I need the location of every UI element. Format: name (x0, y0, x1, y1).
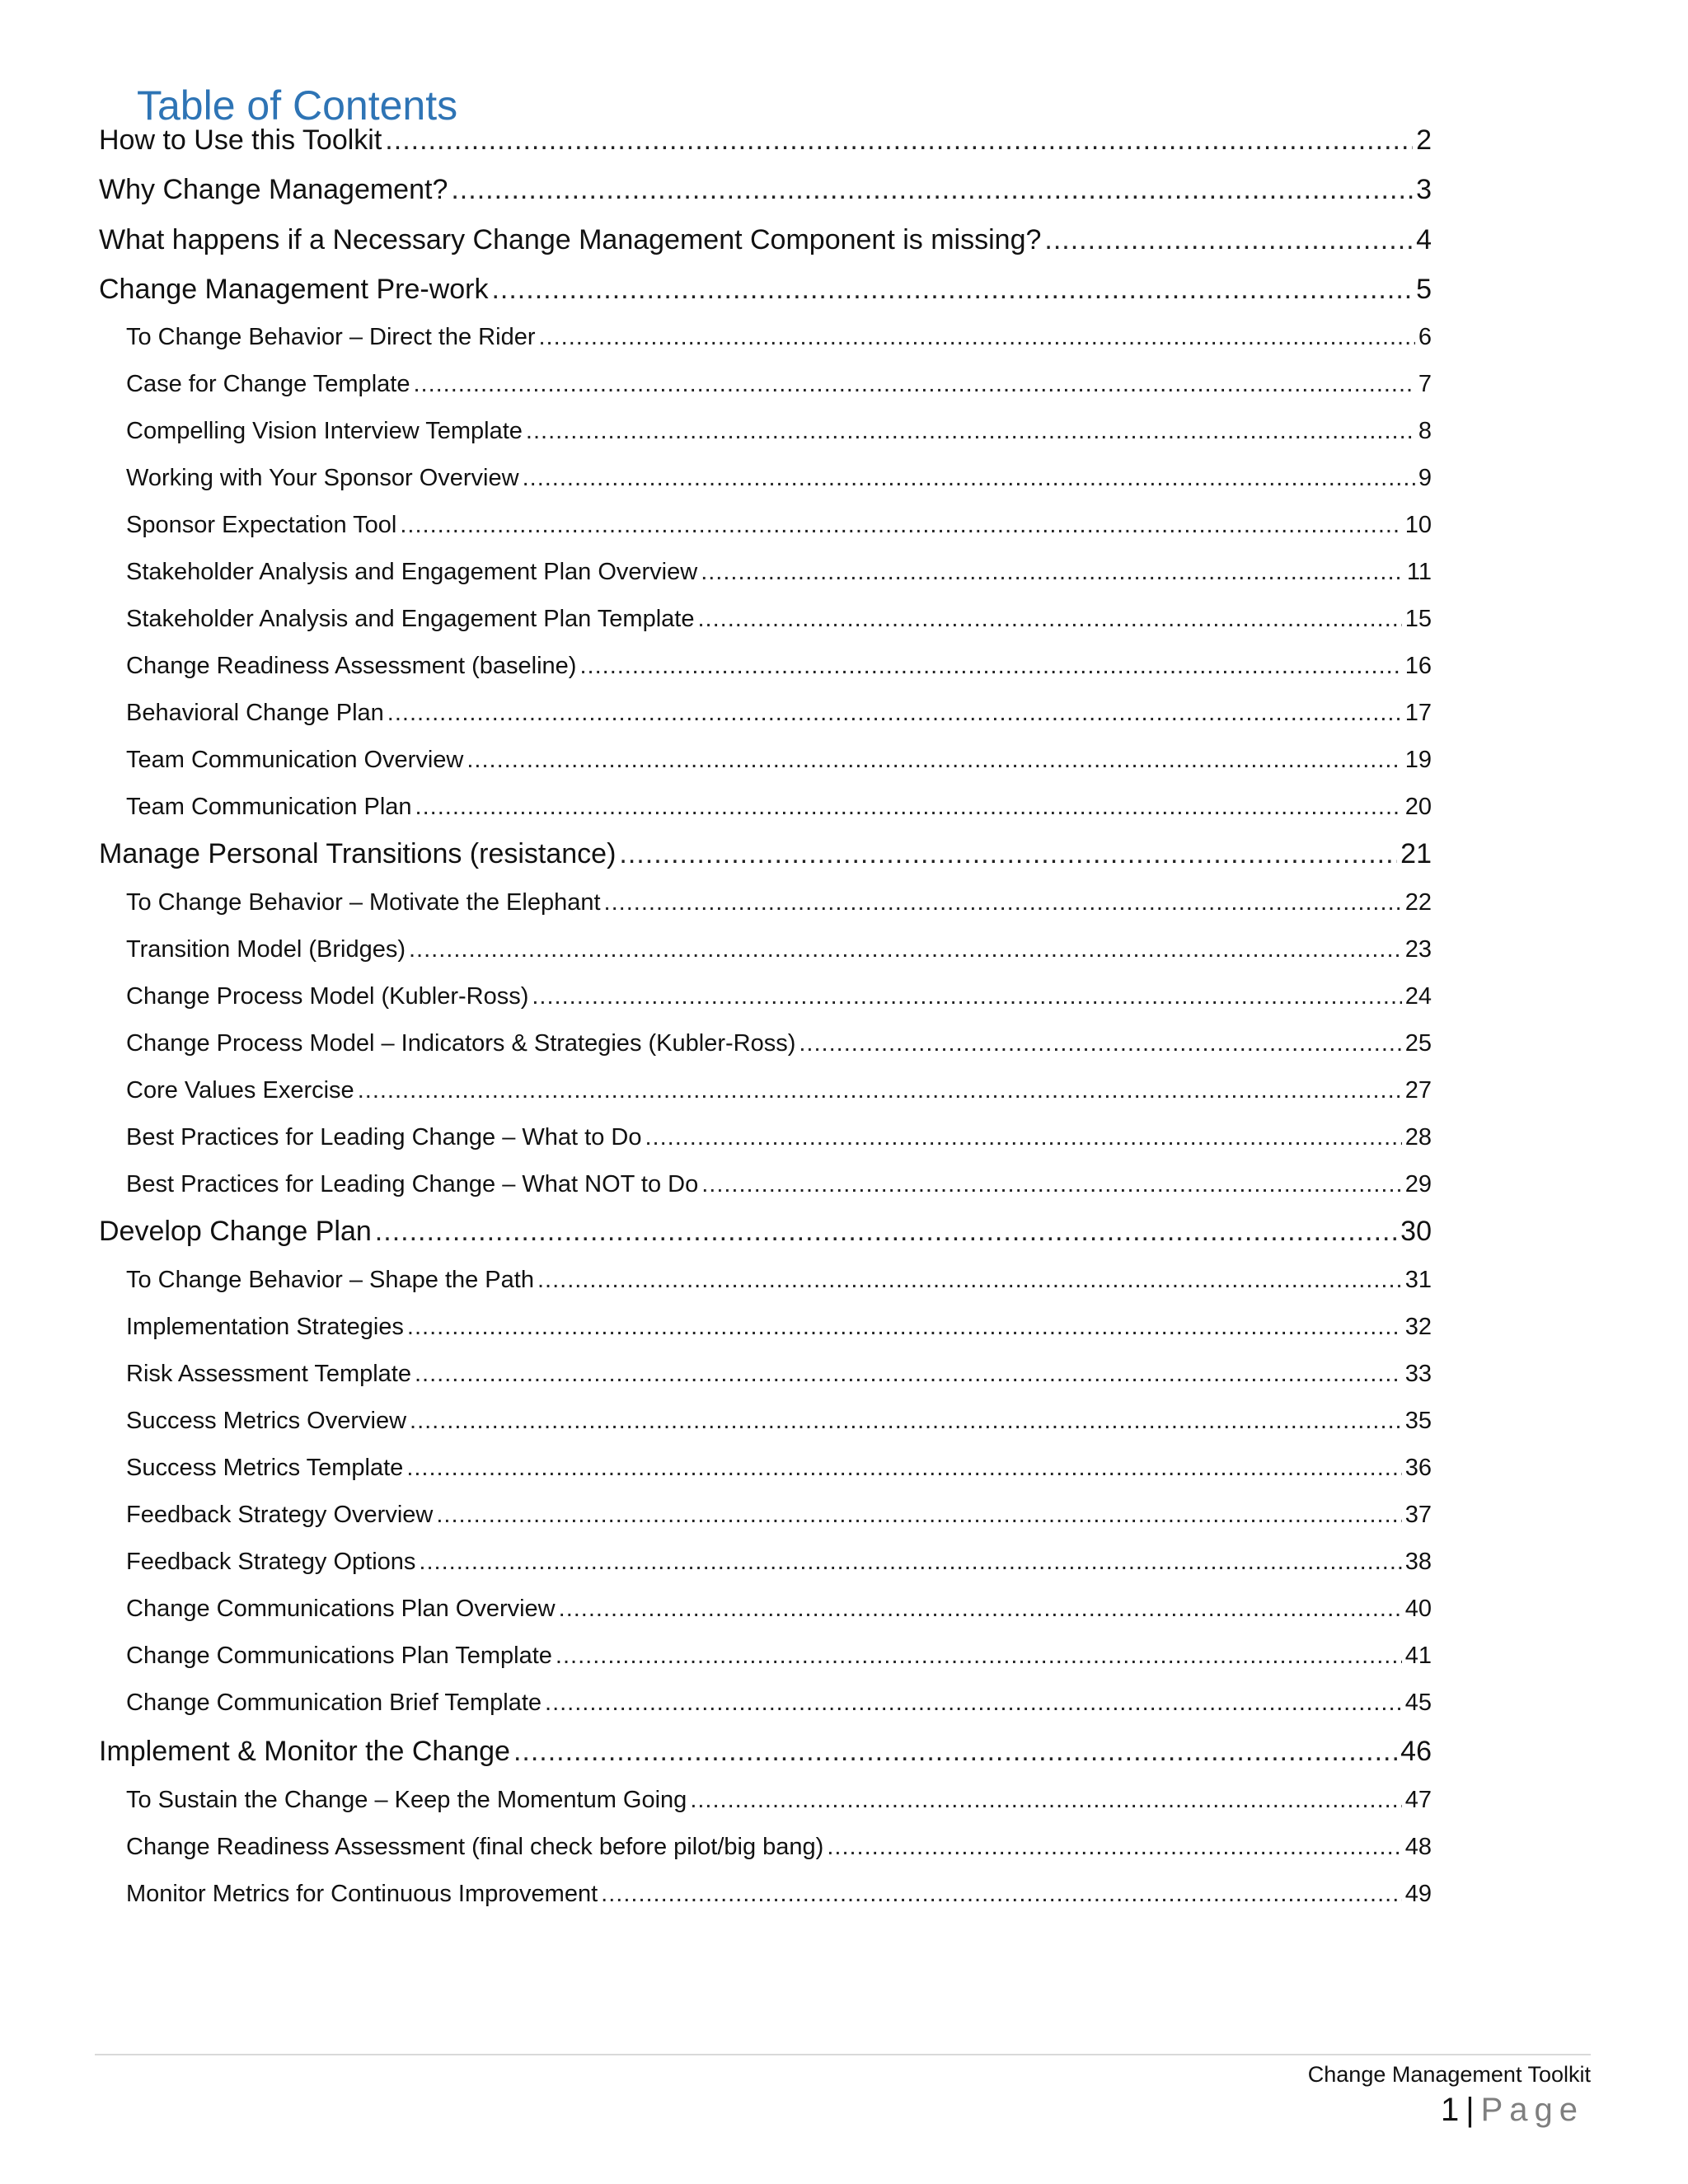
toc-entry-label: Change Management Pre-work (99, 274, 489, 305)
toc-entry-label: Transition Model (Bridges) (126, 936, 406, 963)
footer-page-number (1441, 2089, 1584, 2130)
toc-entry-level-2[interactable] (126, 555, 1432, 588)
toc-dot-leader (645, 1121, 1401, 1154)
toc-dot-leader (532, 980, 1401, 1013)
toc-dot-leader (701, 555, 1404, 588)
toc-dot-leader (523, 462, 1415, 494)
toc-entry-page-number: 16 (1404, 653, 1432, 679)
toc-entry-label: Risk Assessment Template (126, 1361, 411, 1387)
toc-entry-page-number: 11 (1406, 559, 1432, 585)
toc-entry-page-number: 17 (1404, 700, 1432, 726)
toc-dot-leader (451, 171, 1413, 209)
toc-entry-page-number: 25 (1404, 1030, 1432, 1057)
toc-entry-label: Change Readiness Assessment (baseline) (126, 653, 577, 679)
toc-entry-page-number: 41 (1404, 1643, 1432, 1669)
toc-dot-leader (604, 886, 1402, 919)
toc-dot-leader (559, 1592, 1402, 1625)
toc-entry-page-number: 33 (1404, 1361, 1432, 1387)
toc-entry-level-1[interactable] (99, 1732, 1432, 1770)
toc-entry-level-2[interactable] (126, 1877, 1432, 1910)
toc-entry-level-2[interactable] (126, 1783, 1432, 1816)
toc-dot-leader (545, 1686, 1402, 1719)
toc-entry-label: Feedback Strategy Options (126, 1549, 416, 1575)
toc-dot-leader (619, 835, 1397, 873)
toc-dot-leader (409, 933, 1402, 966)
toc-dot-leader (436, 1498, 1401, 1531)
toc-entry-page-number: 31 (1404, 1267, 1432, 1293)
toc-dot-leader (415, 790, 1402, 823)
toc-entry-page-number: 10 (1404, 512, 1432, 538)
toc-entry-label: Success Metrics Template (126, 1455, 404, 1481)
toc-entry-level-2[interactable] (126, 1545, 1432, 1578)
toc-entry-level-2[interactable] (126, 1263, 1432, 1296)
toc-entry-label: Success Metrics Overview (126, 1408, 407, 1434)
page-word: Page (1480, 2092, 1584, 2128)
toc-dot-leader (513, 1732, 1397, 1770)
toc-entry-level-2[interactable] (126, 1027, 1432, 1060)
toc-dot-leader (579, 649, 1401, 682)
toc-entry-page-number: 8 (1418, 418, 1432, 444)
toc-entry-label: Change Process Model (Kubler-Ross) (126, 983, 529, 1010)
toc-entry-level-2[interactable] (126, 602, 1432, 635)
toc-entry-page-number: 24 (1404, 983, 1432, 1010)
toc-entry-page-number: 47 (1404, 1787, 1432, 1813)
toc-dot-leader (400, 509, 1401, 541)
toc-entry-page-number: 4 (1416, 224, 1432, 255)
toc-entry-level-2[interactable] (126, 980, 1432, 1013)
toc-entry-label: Change Communication Brief Template (126, 1690, 542, 1716)
toc-entry-label: Monitor Metrics for Continuous Improvement (126, 1881, 598, 1907)
toc-entry-page-number: 45 (1404, 1690, 1432, 1716)
toc-entry-page-number: 23 (1404, 936, 1432, 963)
toc-entry-level-2[interactable] (126, 1121, 1432, 1154)
toc-dot-leader (491, 270, 1413, 308)
toc-entry-label: Why Change Management? (99, 174, 448, 205)
toc-entry-page-number: 19 (1404, 747, 1432, 773)
toc-dot-leader (467, 743, 1401, 776)
toc-entry-page-number: 49 (1404, 1881, 1432, 1907)
toc-entry-level-2[interactable] (126, 649, 1432, 682)
toc-entry-level-2[interactable] (126, 1686, 1432, 1719)
toc-entry-label: Case for Change Template (126, 371, 410, 397)
toc-entry-page-number: 29 (1404, 1171, 1432, 1197)
toc-entry-level-2[interactable] (126, 1639, 1432, 1672)
toc-entry-label: What happens if a Necessary Change Management Component is missing? (99, 224, 1042, 255)
toc-entry-level-1[interactable] (99, 1212, 1432, 1250)
toc-dot-leader (601, 1877, 1402, 1910)
toc-dot-leader (415, 1357, 1402, 1390)
toc-entry-page-number: 40 (1404, 1596, 1432, 1622)
toc-entry-page-number: 35 (1404, 1408, 1432, 1434)
toc-entry-level-2[interactable] (126, 509, 1432, 541)
toc-entry-label: Implement & Monitor the Change (99, 1736, 510, 1767)
toc-entry-label: To Change Behavior – Motivate the Elephant (126, 889, 601, 916)
toc-entry-label: Implementation Strategies (126, 1314, 404, 1340)
toc-entry-page-number: 46 (1400, 1736, 1432, 1767)
toc-dot-leader (799, 1027, 1401, 1060)
toc-entry-label: Manage Personal Transitions (resistance) (99, 838, 617, 869)
toc-dot-leader (827, 1830, 1401, 1863)
page-number: 1 (1440, 2092, 1460, 2128)
toc-entry-label: Behavioral Change Plan (126, 700, 384, 726)
toc-entry-level-2[interactable] (126, 1498, 1432, 1531)
toc-entry-page-number: 20 (1404, 794, 1432, 820)
toc-entry-level-2[interactable] (126, 368, 1432, 401)
toc-dot-leader (697, 602, 1401, 635)
toc-entry-label: To Sustain the Change – Keep the Momentum Going (126, 1787, 687, 1813)
toc-entry-label: Stakeholder Analysis and Engagement Plan Overview (126, 559, 698, 585)
toc-entry-level-2[interactable] (126, 1168, 1432, 1201)
toc-entry-level-1[interactable] (99, 835, 1432, 873)
toc-dot-leader (387, 696, 1402, 729)
toc-entry-label: Change Readiness Assessment (final check before pilot/big bang) (126, 1834, 824, 1860)
toc-entry-label: Team Communication Overview (126, 747, 464, 773)
toc-entry-page-number: 32 (1404, 1314, 1432, 1340)
toc-entry-level-2[interactable] (126, 886, 1432, 919)
toc-entry-level-2[interactable] (126, 790, 1432, 823)
toc-entry-label: Core Values Exercise (126, 1077, 354, 1104)
toc-entry-level-2[interactable] (126, 1074, 1432, 1107)
toc-entry-page-number: 2 (1416, 124, 1432, 156)
toc-entry-level-2[interactable] (126, 1404, 1432, 1437)
toc-dot-leader (407, 1310, 1402, 1343)
footer-divider (95, 2054, 1591, 2055)
toc-entry-page-number: 37 (1404, 1502, 1432, 1528)
footer-document-name: Change Management Toolkit (1307, 2062, 1591, 2087)
toc-dot-leader (406, 1451, 1401, 1484)
toc-entry-level-2[interactable] (126, 1592, 1432, 1625)
toc-dot-leader (537, 1263, 1402, 1296)
toc-dot-leader (385, 121, 1413, 159)
toc-entry-level-2[interactable] (126, 415, 1432, 448)
toc-entry-label: How to Use this Toolkit (99, 124, 382, 156)
page-separator: | (1465, 2092, 1475, 2128)
toc-entry-label: Stakeholder Analysis and Engagement Plan Template (126, 606, 695, 632)
toc-entry-page-number: 28 (1404, 1124, 1432, 1151)
toc-entry-level-2[interactable] (126, 933, 1432, 966)
toc-entry-level-1[interactable] (99, 221, 1432, 259)
toc-entry-page-number: 9 (1418, 465, 1432, 491)
toc-entry-level-2[interactable] (126, 743, 1432, 776)
toc-dot-leader (526, 415, 1415, 448)
toc-entry-level-2[interactable] (126, 321, 1432, 354)
toc-dot-leader (701, 1168, 1402, 1201)
toc-entry-level-2[interactable] (126, 1451, 1432, 1484)
toc-entry-page-number: 27 (1404, 1077, 1432, 1104)
toc-entry-label: Best Practices for Leading Change – What to Do (126, 1124, 642, 1151)
toc-entry-level-2[interactable] (126, 696, 1432, 729)
toc-entry-label: Change Communications Plan Template (126, 1643, 552, 1669)
toc-dot-leader (1044, 221, 1413, 259)
toc-entry-page-number: 22 (1404, 889, 1432, 916)
toc-entry-label: Working with Your Sponsor Overview (126, 465, 519, 491)
toc-dot-leader (538, 321, 1414, 354)
toc-entry-label: Change Process Model – Indicators & Strategies (Kubler-Ross) (126, 1030, 796, 1057)
toc-dot-leader (410, 1404, 1402, 1437)
toc-entry-page-number: 7 (1418, 371, 1432, 397)
toc-dot-leader (375, 1212, 1397, 1250)
toc-entry-level-1[interactable] (99, 121, 1432, 159)
toc-entry-level-2[interactable] (126, 1310, 1432, 1343)
toc-entry-level-1[interactable] (99, 270, 1432, 308)
toc-entry-label: To Change Behavior – Direct the Rider (126, 324, 536, 350)
toc-entry-page-number: 3 (1416, 174, 1432, 205)
toc-entry-page-number: 21 (1400, 838, 1432, 869)
toc-entry-label: Feedback Strategy Overview (126, 1502, 434, 1528)
toc-entry-page-number: 48 (1404, 1834, 1432, 1860)
toc-dot-leader (419, 1545, 1401, 1578)
toc-entry-page-number: 15 (1404, 606, 1432, 632)
toc-dot-leader (556, 1639, 1402, 1672)
toc-dot-leader (413, 368, 1414, 401)
toc-dot-leader (358, 1074, 1402, 1107)
toc-entry-page-number: 30 (1400, 1216, 1432, 1247)
toc-entry-page-number: 38 (1404, 1549, 1432, 1575)
toc-entry-level-2[interactable] (126, 1830, 1432, 1863)
toc-dot-leader (690, 1783, 1401, 1816)
toc-entry-label: To Change Behavior – Shape the Path (126, 1267, 534, 1293)
toc-entry-label: Team Communication Plan (126, 794, 412, 820)
toc-entry-page-number: 36 (1404, 1455, 1432, 1481)
toc-title: Table of Contents (137, 82, 458, 129)
toc-entry-level-2[interactable] (126, 462, 1432, 494)
toc-entry-label: Compelling Vision Interview Template (126, 418, 523, 444)
toc-entry-label: Best Practices for Leading Change – What NOT to Do (126, 1171, 699, 1197)
toc-entry-page-number: 5 (1416, 274, 1432, 305)
toc-entry-label: Change Communications Plan Overview (126, 1596, 556, 1622)
toc-entry-level-2[interactable] (126, 1357, 1432, 1390)
toc-entry-page-number: 6 (1418, 324, 1432, 350)
toc-entry-label: Sponsor Expectation Tool (126, 512, 397, 538)
toc-entry-label: Develop Change Plan (99, 1216, 372, 1247)
toc-entry-level-1[interactable] (99, 171, 1432, 209)
